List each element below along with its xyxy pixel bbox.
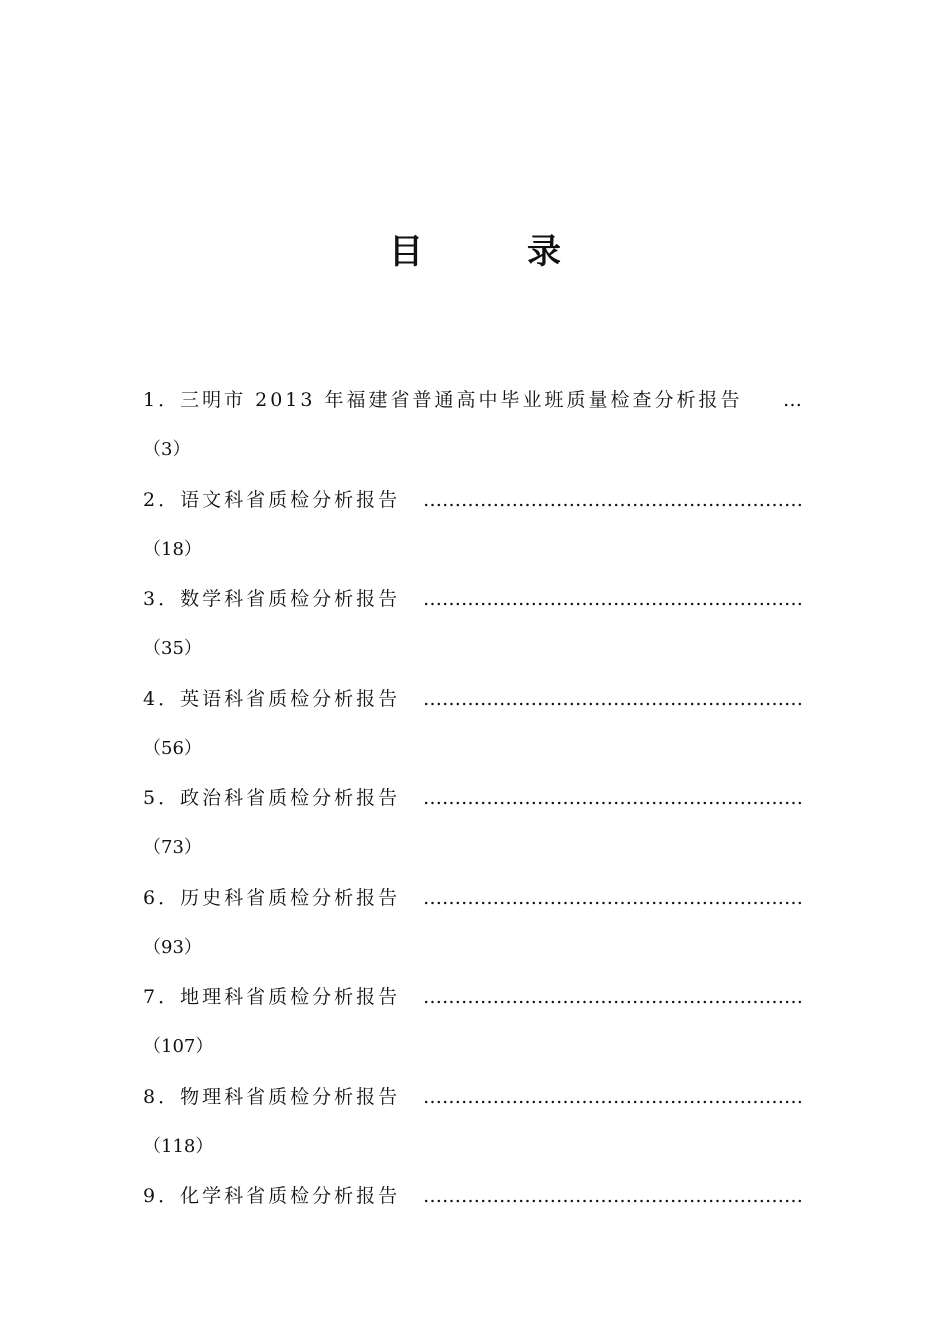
toc-entry[interactable] bbox=[143, 677, 823, 777]
toc-leader: …………………………………………………… bbox=[423, 1185, 803, 1207]
toc-line bbox=[143, 876, 823, 920]
toc-leader: …………………………………………………… bbox=[423, 488, 803, 511]
toc-leader: …………………………………………………… bbox=[423, 1085, 803, 1108]
toc-number: 8． bbox=[143, 1085, 181, 1108]
toc-line bbox=[143, 577, 823, 621]
toc-line bbox=[143, 1174, 823, 1218]
toc-leader: …………………………………………………… bbox=[423, 588, 803, 610]
toc-page-number: （118） bbox=[143, 1135, 214, 1157]
toc-page-number: （56） bbox=[143, 737, 202, 759]
toc-label: 化学科省质检分析报告 bbox=[180, 1185, 401, 1207]
toc-number: 5． bbox=[143, 787, 181, 809]
toc-label: 数学科省质检分析报告 bbox=[180, 588, 401, 610]
toc-entry[interactable] bbox=[143, 1174, 823, 1274]
toc-label: 物理科省质检分析报告 bbox=[180, 1085, 401, 1108]
toc-label: 语文科省质检分析报告 bbox=[180, 488, 401, 511]
toc-page-number: （35） bbox=[143, 638, 202, 659]
toc-page-number: （93） bbox=[143, 936, 202, 958]
toc-line bbox=[143, 478, 823, 522]
toc-entry[interactable] bbox=[143, 478, 823, 578]
toc-number: 4． bbox=[143, 687, 181, 710]
table-of-contents bbox=[143, 378, 823, 1274]
toc-leader: …………………………………………………… bbox=[423, 787, 803, 809]
toc-page-number: （107） bbox=[143, 1036, 214, 1057]
toc-leader: …………………………………………………… bbox=[423, 886, 803, 909]
toc-line bbox=[143, 776, 823, 820]
toc-entry[interactable] bbox=[143, 577, 823, 677]
toc-label: 三明市 2013 年福建省普通高中毕业班质量检查分析报告 bbox=[180, 389, 743, 411]
toc-page-number: （73） bbox=[143, 837, 202, 858]
toc-page-number: （3） bbox=[143, 439, 191, 460]
toc-leader: …………………………………………………… bbox=[423, 986, 803, 1008]
toc-number: 7． bbox=[143, 986, 181, 1008]
title-char-lu: 录 bbox=[527, 232, 561, 272]
toc-number: 2． bbox=[143, 488, 181, 511]
toc-label: 英语科省质检分析报告 bbox=[180, 687, 401, 710]
title-char-mu: 目 bbox=[389, 232, 423, 272]
toc-label: 政治科省质检分析报告 bbox=[180, 787, 401, 809]
toc-number: 6． bbox=[143, 886, 181, 909]
toc-entry[interactable] bbox=[143, 378, 823, 478]
toc-label: 历史科省质检分析报告 bbox=[180, 886, 401, 909]
toc-entry[interactable] bbox=[143, 876, 823, 976]
page-title bbox=[0, 226, 950, 278]
toc-label: 地理科省质检分析报告 bbox=[180, 986, 401, 1008]
toc-line bbox=[143, 975, 823, 1019]
toc-page-number: （18） bbox=[143, 538, 202, 560]
toc-leader: …………………………………………………… bbox=[423, 687, 803, 710]
toc-number: 1． bbox=[143, 389, 181, 411]
toc-leader: … bbox=[783, 389, 802, 411]
toc-entry[interactable] bbox=[143, 1075, 823, 1175]
toc-line bbox=[143, 677, 823, 721]
toc-entry[interactable] bbox=[143, 776, 823, 876]
toc-line bbox=[143, 1075, 823, 1119]
toc-number: 3． bbox=[143, 588, 181, 610]
toc-number: 9． bbox=[143, 1185, 181, 1207]
toc-entry[interactable] bbox=[143, 975, 823, 1075]
toc-line bbox=[143, 378, 823, 422]
